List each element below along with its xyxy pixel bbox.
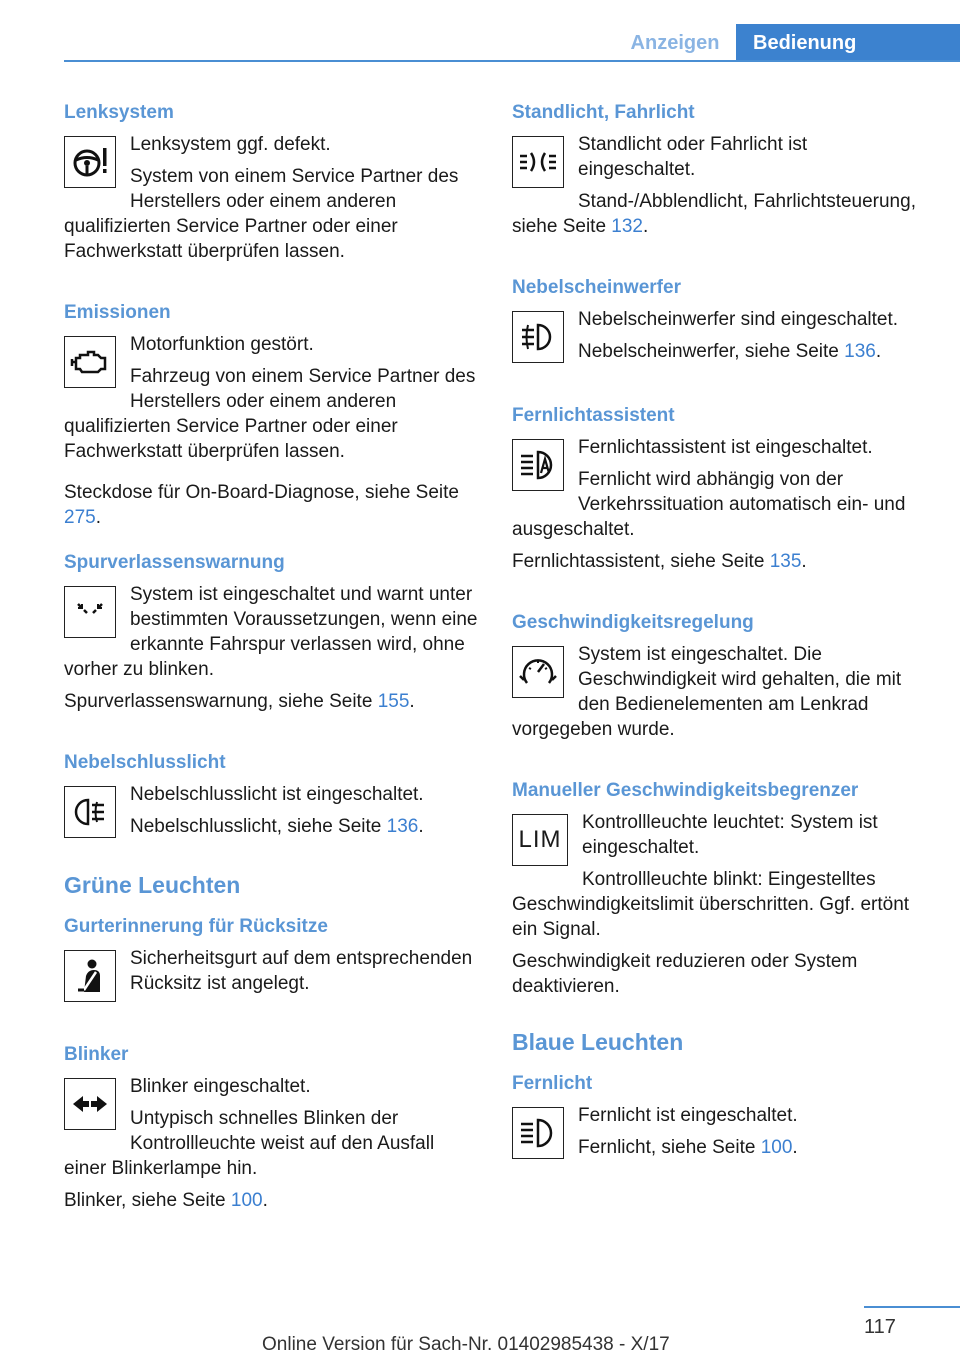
footer-rule [864, 1306, 960, 1308]
paragraph: Fernlichtassistent, siehe Seite 135. [512, 551, 807, 572]
section-geschwindigkeitsregelung [512, 610, 926, 742]
page-link[interactable]: 136 [386, 816, 419, 837]
paragraph: System von einem Service Partner des Herstellers oder einem anderen qualifizierten Service Partner oder einer Fachwerkstatt überprüfen lassen. [64, 166, 459, 262]
paragraph: Nebelscheinwerfer sind eingeschaltet. [578, 309, 899, 330]
section-title: Spurverlassenswarnung [64, 552, 285, 573]
section-title: Blinker [64, 1044, 129, 1065]
lane-departure-icon [64, 586, 116, 638]
paragraph: Fernlicht, siehe Seite 100. [578, 1137, 798, 1158]
header-rule [64, 60, 960, 62]
paragraph: Lenksystem ggf. defekt. [130, 134, 331, 155]
tab-anzeigen[interactable]: Anzeigen [614, 24, 736, 60]
rear-fog-light-icon [64, 786, 116, 838]
section-blinker [64, 1042, 480, 1213]
paragraph: Nebelschlusslicht ist eingeschaltet. [130, 784, 424, 805]
paragraph: Kontrollleuchte leuchtet: System ist eingeschaltet. [582, 812, 878, 858]
paragraph: System ist eingeschaltet und warnt unter bestimmten Voraussetzungen, wenn eine erkannte Fahrspur verlassen wird, ohne vorher zu blinken. [64, 584, 478, 680]
parking-light-icon [512, 136, 564, 188]
paragraph: Fernlicht wird abhängig von der Verkehrssituation automatisch ein- und ausgeschaltet. [512, 469, 906, 540]
section-standlicht [512, 100, 926, 239]
page-link[interactable]: 136 [844, 341, 876, 362]
section-title: Nebelscheinwerfer [512, 277, 681, 298]
group-title-blaue-leuchten: Blaue Leuchten [512, 1029, 684, 1055]
tab-bedienung[interactable]: Bedienung [736, 24, 960, 60]
section-title: Fernlicht [512, 1073, 593, 1094]
engine-icon [64, 336, 116, 388]
speed-limiter-icon: LIM [512, 814, 568, 866]
section-title: Geschwindigkeitsregelung [512, 612, 754, 633]
cruise-control-icon [512, 646, 564, 698]
section-begrenzer [512, 778, 926, 999]
page-header [0, 0, 960, 62]
group-title-gruene-leuchten: Grüne Leuchten [64, 872, 241, 898]
section-title: Manueller Geschwindigkeitsbegrenzer [512, 780, 859, 801]
paragraph: Motorfunktion gestört. [130, 334, 314, 355]
page-number: 117 [864, 1316, 896, 1338]
paragraph: Stand-/Abblendlicht, Fahrlichtsteuerung, siehe Seite 132. [512, 191, 916, 237]
paragraph: Fernlichtassistent ist eingeschaltet. [578, 437, 873, 458]
section-spurverlassenswarnung [64, 550, 480, 714]
section-title: Emissionen [64, 302, 171, 323]
online-version-note: Online Version für Sach-Nr. 01402985438 - X/17 [262, 1334, 670, 1355]
high-beam-assistant-icon [512, 439, 564, 491]
paragraph: Geschwindigkeit reduzieren oder System deaktivieren. [512, 951, 858, 997]
section-nebelscheinwerfer [512, 275, 926, 367]
page-link[interactable]: 155 [377, 691, 410, 712]
paragraph: Blinker eingeschaltet. [130, 1076, 311, 1097]
left-column [64, 100, 480, 1213]
paragraph: Nebelschlusslicht, siehe Seite 136. [130, 816, 424, 837]
page-link[interactable]: 100 [230, 1190, 263, 1211]
steering-warning-icon [64, 136, 116, 188]
paragraph: Sicherheitsgurt auf dem entsprechenden Rücksitz ist angelegt. [130, 948, 473, 994]
page-link[interactable]: 132 [611, 216, 643, 237]
section-title: Lenksystem [64, 102, 174, 123]
paragraph: Standlicht oder Fahrlicht ist eingeschaltet. [578, 134, 808, 180]
section-title: Gurterinnerung für Rücksitze [64, 916, 328, 937]
page-link[interactable]: 275 [64, 507, 96, 528]
section-nebelschlusslicht [64, 750, 480, 842]
paragraph: Untypisch schnelles Blinken der Kontrollleuchte weist auf den Ausfall einer Blinkerlampe hin. [64, 1108, 435, 1179]
page-link[interactable]: 100 [760, 1137, 793, 1158]
page-link[interactable]: 135 [769, 551, 802, 572]
paragraph: Blinker, siehe Seite 100. [64, 1190, 268, 1211]
section-title: Standlicht, Fahrlicht [512, 102, 695, 123]
section-lenksystem [64, 100, 480, 264]
front-fog-light-icon [512, 311, 564, 363]
section-title: Nebelschlusslicht [64, 752, 226, 773]
section-emissionen [64, 300, 480, 530]
paragraph: Nebelscheinwerfer, siehe Seite 136. [578, 341, 882, 362]
paragraph: Fahrzeug von einem Service Partner des Herstellers oder einem anderen qualifizierten Service Partner oder einer Fachwerkstatt überprüfen lassen. [64, 366, 476, 462]
paragraph: Fernlicht ist eingeschaltet. [578, 1105, 798, 1126]
section-title: Fernlichtassistent [512, 405, 675, 426]
high-beam-icon [512, 1107, 564, 1159]
paragraph: Kontrollleuchte blinkt: Eingestelltes Geschwindigkeitslimit überschritten. Ggf. ertönt ein Signal. [512, 869, 910, 940]
turn-signal-icon [64, 1078, 116, 1130]
right-column [512, 100, 926, 1163]
paragraph: System ist eingeschaltet. Die Geschwindigkeit wird gehalten, die mit den Bedienelementen am Lenkrad vorgegeben wurde. [512, 644, 902, 740]
section-fernlichtassistent [512, 403, 926, 574]
paragraph: Steckdose für On-Board-Diagnose, siehe Seite 275. [64, 482, 459, 528]
paragraph: Spurverlassenswarnung, siehe Seite 155. [64, 691, 415, 712]
seatbelt-icon [64, 950, 116, 1002]
section-gurterinnerung [64, 914, 480, 1006]
section-fernlicht [512, 1071, 926, 1163]
